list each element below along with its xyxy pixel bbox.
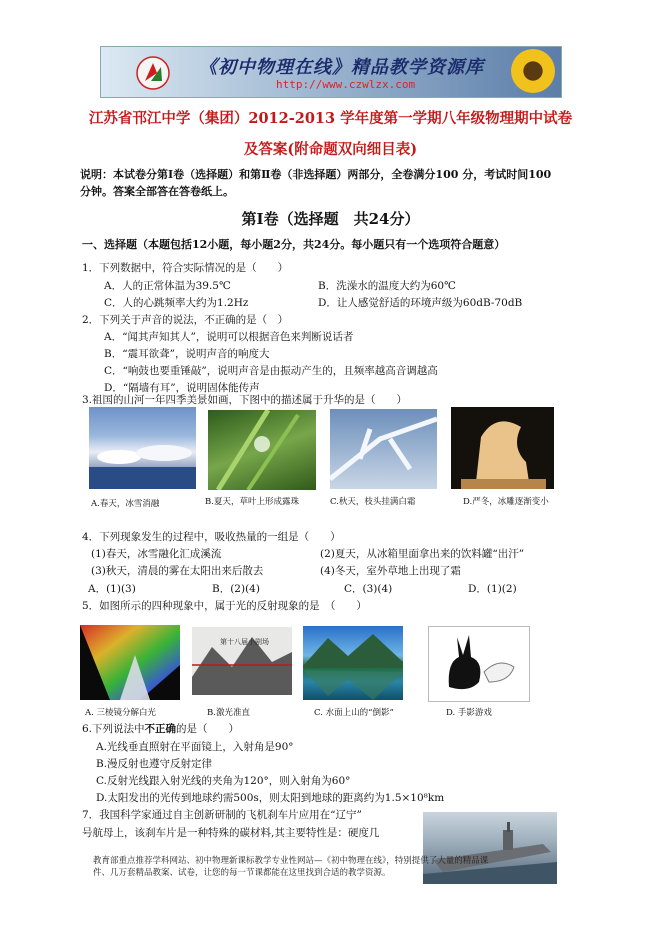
q6-stem-bold: 不正确 — [144, 723, 177, 735]
q6-stem — [82, 722, 239, 736]
q5-caption-b: B.激光准直 — [207, 708, 250, 718]
q5-photo-laser — [192, 627, 292, 695]
sunflower-icon — [511, 49, 555, 93]
q7-line2: 号航母上，该刹车片是一种特殊的碳材料,其主要特性是：硬度几 — [82, 827, 380, 839]
q4-item-1: (1)春天，冰雪融化汇成溪流 — [91, 548, 222, 560]
doc-title-line1: 江苏省邗江中学（集团）2012-2013 学年度第一学期八年级物理期中试卷 — [88, 110, 573, 127]
q5-photo-b-label: 第十八届小剧场 — [220, 638, 269, 646]
section-instructions: 一、选择题（本题包括12小题，每小题2分，共24分。每小题只有一个选项符合题意） — [82, 238, 506, 251]
q2-stem: 2．下列关于声音的说法，不正确的是（ ） — [82, 314, 289, 326]
q1-option-b: B．洗澡水的温度大约为60℃ — [318, 280, 456, 292]
note-line2: 分钟。答案全部答在答卷纸上。 — [80, 185, 234, 198]
q6-option-a: A.光线垂直照射在平面镜上，入射角是90° — [96, 741, 294, 753]
q5-stem: 5．如图所示的四种现象中，属于光的反射现象的是 （ ） — [82, 600, 367, 612]
header-banner — [100, 46, 562, 98]
q5-photo-prism — [80, 625, 180, 700]
footer-line1: 教育部重点推荐学科网站、初中物理新课标教学专业性网站—《初中物理在线》，特别提供了大量的精品课 — [93, 856, 489, 866]
q5-caption-a: A. 三棱镜分解白光 — [85, 708, 157, 718]
q1-option-c: C．人的心跳频率大约为1.2Hz — [104, 297, 249, 309]
q5-caption-c: C. 水面上山的“倒影” — [314, 708, 394, 718]
banner-title: 《初中物理在线》精品教学资源库 — [199, 57, 484, 78]
q3-caption-c: C.秋天，枝头挂满白霜 — [330, 497, 416, 507]
q6-option-d: D.太阳发出的光传到地球约需500s，则太阳到地球的距离约为1.5×10⁸km — [96, 792, 445, 804]
q3-stem: 3.祖国的山河一年四季美景如画，下图中的描述属于升华的是（ ） — [82, 394, 408, 406]
q2-option-b: B．“震耳欲聋”，说明声音的响度大 — [104, 348, 270, 360]
note-line1: 说明：本试卷分第Ⅰ卷（选择题）和第Ⅱ卷（非选择题）两部分，全卷满分100 分，考试时间100 — [80, 168, 552, 181]
q1-stem: 1．下列数据中，符合实际情况的是（ ） — [82, 262, 289, 274]
q4-option-b: B．(2)(4) — [212, 583, 260, 595]
q6-stem-post: 的是（ ） — [176, 723, 240, 735]
q7-line1: 7．我国科学家通过自主创新研制的飞机刹车片应用在“辽宁” — [82, 809, 362, 821]
q4-option-a: A．(1)(3) — [88, 583, 136, 595]
q3-photo-spring-snow — [89, 407, 196, 489]
banner-url[interactable]: http://www.czwlzx.com — [276, 78, 416, 91]
q1-option-d: D．让人感觉舒适的环境声级为60dB-70dB — [318, 297, 523, 309]
doc-title-line2: 及答案(附命题双向细目表) — [243, 141, 418, 158]
q3-caption-d: D.严冬，冰雕逐渐变小 — [463, 497, 549, 507]
q5-caption-d: D. 手影游戏 — [446, 708, 492, 718]
q4-item-2: (2)夏天，从冰箱里面拿出来的饮料罐“出汗” — [320, 548, 525, 560]
q4-item-4: (4)冬天，室外草地上出现了霜 — [320, 565, 461, 577]
q4-stem: 4．下列现象发生的过程中，吸收热量的一组是（ ） — [82, 531, 341, 543]
q5-photo-hand-shadow — [428, 626, 530, 702]
q5-photo-mountain-reflection — [303, 626, 403, 700]
q3-photo-summer-dew — [208, 410, 316, 490]
instructions-note — [80, 166, 585, 200]
q2-option-a: A．“闻其声知其人”，说明可以根据音色来判断说话者 — [104, 331, 354, 343]
page-footer — [93, 855, 563, 879]
q3-photo-ice-sculpture — [451, 407, 554, 489]
q6-option-c: C.反射光线跟入射光线的夹角为120°，则入射角为60° — [96, 775, 351, 787]
q4-item-3: (3)秋天，清晨的雾在太阳出来后散去 — [91, 565, 264, 577]
q3-photo-autumn-frost — [330, 409, 437, 489]
q6-option-b: B.漫反射也遵守反射定律 — [96, 758, 213, 770]
q3-caption-b: B.夏天，草叶上形成露珠 — [205, 497, 299, 507]
q4-option-c: C．(3)(4) — [344, 583, 393, 595]
q4-option-d: D．(1)(2) — [468, 583, 517, 595]
q3-caption-a: A.春天，冰雪消融 — [91, 499, 160, 509]
q2-option-c: C．“响鼓也要重锤敲”，说明声音是由振动产生的，且频率越高音调越高 — [104, 365, 438, 377]
footer-line2: 件、几万套精品教案、试卷，让您的每一节课都能在这里找到合适的教学资源。 — [93, 868, 391, 878]
q2-option-d: D．“隔墙有耳”，说明固体能传声 — [104, 382, 260, 394]
q6-stem-pre: 6.下列说法中 — [82, 723, 145, 735]
section-title: 第Ⅰ卷（选择题 共24分） — [241, 210, 420, 228]
site-logo-icon — [135, 55, 171, 91]
q1-option-a: A．人的正常体温为39.5℃ — [104, 280, 231, 292]
